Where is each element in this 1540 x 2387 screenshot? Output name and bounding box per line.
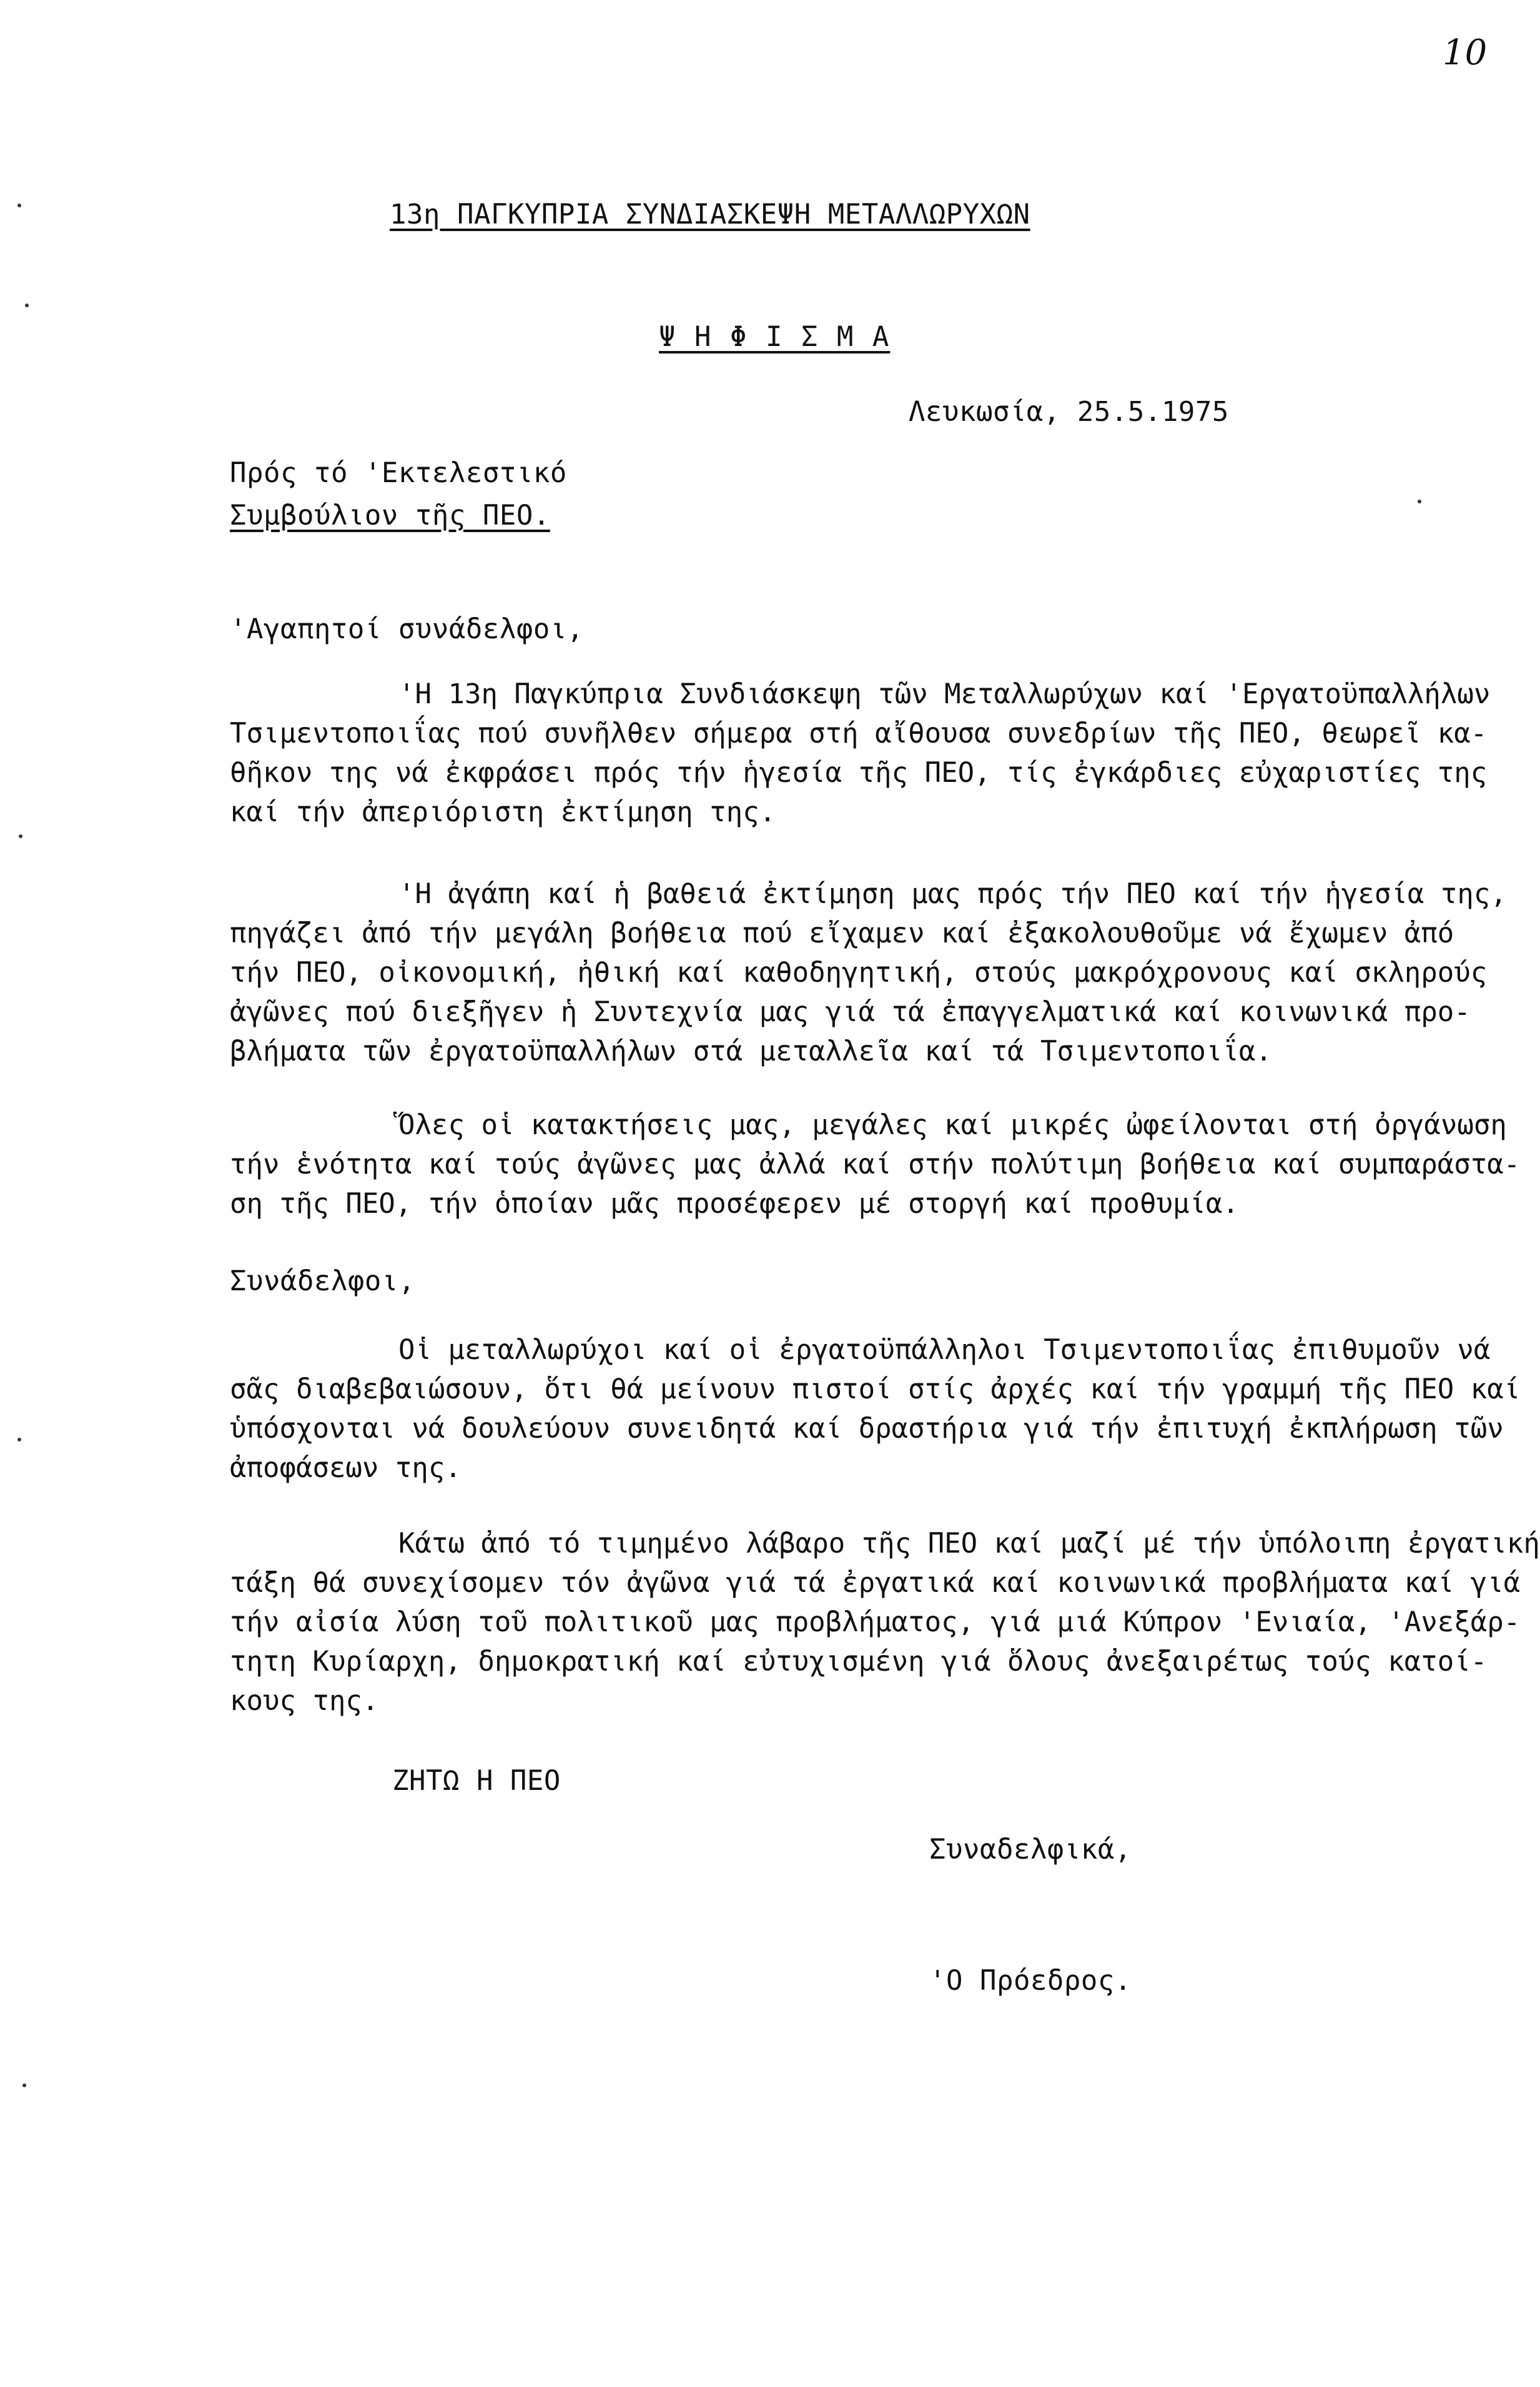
paragraph-line: Κάτω ἀπό τό τιμημένο λάβαρο τῆς ΠΕΟ καί μαζί μέ τήν ὑπόλοιπη ἐργατική [398, 1528, 1540, 1559]
paragraph-3 [230, 1105, 1521, 1223]
paragraph-line: βλήματα τῶν ἐργατοϋπαλλήλων στά μεταλλεῖα καί τά Τσιμεντοποιΐα. [230, 1035, 1272, 1067]
paragraph-line: ὑπόσχονται νά δουλεύουν συνειδητά καί δραστήρια γιά τήν ἐπιτυχή ἐκπλήρωση τῶν [230, 1413, 1504, 1445]
paragraph-line: Ὅλες οἱ κατακτήσεις μας, μεγάλες καί μικρές ὠφείλονται στή ὀργάνωση [398, 1109, 1507, 1141]
paragraph-line: πηγάζει ἀπό τήν μεγάλη βοήθεια πού εἴχαμεν καί ἐξακολουθοῦμε νά ἔχωμεν ἀπό [230, 917, 1454, 949]
paragraph-line: ση τῆς ΠΕΟ, τήν ὁποίαν μᾶς προσέφερεν μέ στοργή καί προθυμία. [230, 1188, 1239, 1220]
paragraph-1 [230, 675, 1491, 832]
paragraph-line: ἀγῶνες πού διεξῆγεν ἡ Συντεχνία μας γιά τά ἐπαγγελματικά καί κοινωνικά προ- [230, 996, 1471, 1028]
scan-speck [25, 304, 29, 307]
scan-speck [22, 2083, 26, 2087]
conference-title: 13η ΠΑΓΚΥΠΡΙΑ ΣΥΝΔΙΑΣΚΕΨΗ ΜΕΤΑΛΛΩΡΥΧΩΝ [390, 199, 1030, 230]
closing: Συναδελφικά, [929, 1834, 1132, 1866]
paragraph-line: Τσιμεντοποιΐας πού συνῆλθεν σήμερα στή αἴθουσα συνεδρίων τῆς ΠΕΟ, θεωρεῖ κα- [230, 718, 1488, 749]
scan-speck [17, 1438, 21, 1441]
page-number: 10 [1443, 32, 1488, 73]
paragraph-4 [230, 1330, 1521, 1488]
paragraph-line: σᾶς διαβεβαιώσουν, ὅτι θά μείνουν πιστοί στίς ἀρχές καί τήν γραμμή τῆς ΠΕΟ καί [230, 1373, 1521, 1405]
paragraph-line: ἀποφάσεων της. [230, 1452, 462, 1484]
paragraph-2 [230, 874, 1507, 1071]
paragraph-line: τητη Κυρίαρχη, δημοκρατική καί εὐτυχισμένη γιά ὅλους ἀνεξαιρέτως τούς κατοί- [230, 1646, 1488, 1678]
paragraph-5 [230, 1524, 1540, 1721]
paragraph-line: καί τήν ἀπεριόριστη ἐκτίμηση της. [230, 796, 776, 828]
paragraph-line: Οἱ μεταλλωρύχοι καί οἱ ἐργατοϋπάλληλοι Τσιμεντοποιΐας ἐπιθυμοῦν νά [398, 1334, 1491, 1366]
paragraph-line: τήν ἑνότητα καί τούς ἀγῶνες μας ἀλλά καί στήν πολύτιμη βοήθεια καί συμπαράστα- [230, 1149, 1521, 1180]
scan-speck [17, 204, 21, 207]
paragraph-line: κους της. [230, 1685, 379, 1717]
paragraph-line: τάξη θά συνεχίσομεν τόν ἀγῶνα γιά τά ἐργατικά καί κοινωνικά προβλήματα καί γιά [230, 1567, 1521, 1599]
paragraph-line: τήν αἰσία λύση τοῦ πολιτικοῦ μας προβλήματος, γιά μιά Κύπρον 'Ενιαία, 'Ανεξάρ- [230, 1606, 1521, 1638]
paragraph-line: 'Η 13η Παγκύπρια Συνδιάσκεψη τῶν Μεταλλωρύχων καί 'Εργατοϋπαλλήλων [398, 678, 1491, 710]
second-salutation: Συνάδελφοι, [230, 1265, 415, 1297]
scan-speck [1418, 500, 1421, 503]
paragraph-line: θῆκον της νά ἐκφράσει πρός τήν ἡγεσία τῆς ΠΕΟ, τίς ἐγκάρδιες εὐχαριστίες της [230, 757, 1488, 789]
paragraph-line: 'Η ἀγάπη καί ἡ βαθειά ἐκτίμηση μας πρός τήν ΠΕΟ καί τήν ἡγεσία της, [398, 878, 1507, 910]
scan-speck [19, 834, 22, 838]
recipient-line-2: Συμβούλιον τῆς ΠΕΟ. [230, 500, 550, 531]
paragraph-line: τήν ΠΕΟ, οἰκονομική, ἠθική καί καθοδηγητική, στούς μακρόχρονους καί σκληρούς [230, 957, 1488, 989]
document-type-heading: Ψ Η Φ Ι Σ Μ Α [659, 321, 891, 353]
salutation: 'Αγαπητοί συνάδελφοι, [230, 613, 584, 645]
signatory: 'Ο Πρόεδρος. [929, 1965, 1132, 1997]
slogan: ΖΗΤΩ Η ΠΕΟ [392, 1765, 561, 1797]
recipient-line-1: Πρός τό 'Εκτελεστικό [230, 457, 567, 489]
place-and-date: Λευκωσία, 25.5.1975 [909, 396, 1229, 428]
